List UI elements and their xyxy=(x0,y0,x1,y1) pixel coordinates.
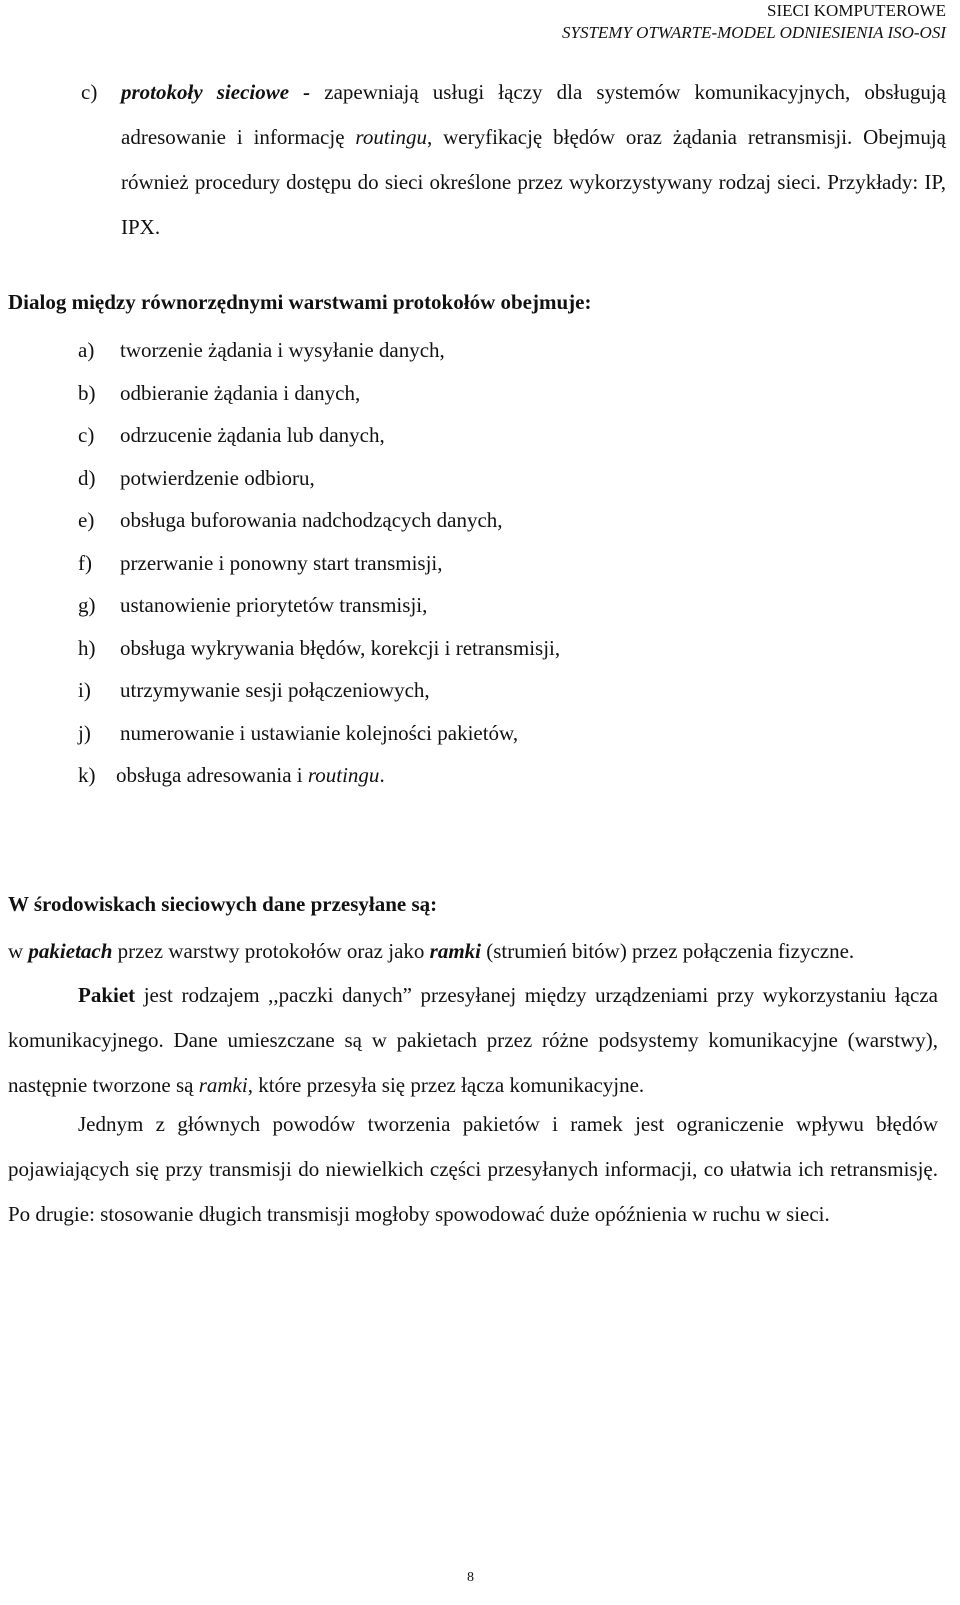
item-c-text xyxy=(121,70,946,250)
list-item: g) ustanowienie priorytetów transmisji, xyxy=(78,593,428,617)
list-item: d) potwierdzenie odbioru, xyxy=(78,465,315,490)
term-pakiet: Pakiet xyxy=(78,983,136,1007)
dialog-heading: Dialog między równorzędnymi warstwami protokołów obejmuje: xyxy=(8,290,592,314)
list-item: i) utrzymywanie sesji połączeniowych, xyxy=(78,678,430,702)
network-heading: W środowiskach sieciowych dane przesyłane są: xyxy=(8,892,438,916)
page-number: 8 xyxy=(467,1570,474,1585)
list-item: j) numerowanie i ustawianie kolejności pakietów, xyxy=(78,720,519,745)
list-item: c) odrzucenie żądania lub danych, xyxy=(78,423,385,447)
item-c-term: protokoły sieciowe - xyxy=(121,80,311,104)
header-subtitle: SYSTEMY OTWARTE-MODEL ODNIESIENIA ISO-OSI xyxy=(562,23,946,42)
item-c-text1: zapewniają usługi łączy dla systemów komunikacyjnych, obsługują adresowanie i informację xyxy=(121,80,946,149)
dialog-list xyxy=(78,329,560,797)
term-ramki: ramki xyxy=(429,939,481,963)
item-c-text2: , weryfikację błędów oraz żądania retransmisji. Obejmują również procedury dostępu do sieci określone przez wykorzystywany rodzaj sieci. Przykłady: IP, IPX. xyxy=(121,125,946,239)
network-paragraph-1: w pakietach przez warstwy protokołów oraz jako ramki (strumień bitów) przez połączenia fizyczne. xyxy=(8,939,855,963)
item-c-term2: routingu xyxy=(355,125,427,149)
page-header xyxy=(562,0,946,44)
network-paragraph-2: Pakiet jest rodzajem ,,paczki danych” przesyłanej między urządzeniami przy wykorzystaniu łącza komunikacyjnego. Dane umieszczane są w pakietach przez różne podsystemy komunikacyjne (warstwy), następnie tworzone są ramki, które przesyła się przez łącza komunikacyjne. xyxy=(8,983,938,1097)
list-item: f) przerwanie i ponowny start transmisji, xyxy=(78,550,443,575)
list-item: a) tworzenie żądania i wysyłanie danych, xyxy=(78,338,445,362)
list-item: k) obsługa adresowania i routingu. xyxy=(78,763,385,787)
protocol-item-c xyxy=(81,70,946,250)
header-title: SIECI KOMPUTEROWE xyxy=(767,1,946,20)
term-ramki-italic: ramki xyxy=(198,1073,248,1097)
term-pakietach: pakietach xyxy=(28,939,113,963)
item-c-label: c) xyxy=(81,80,98,104)
list-item: h) obsługa wykrywania błędów, korekcji i retransmisji, xyxy=(78,635,561,660)
network-paragraph-3: Jednym z głównych powodów tworzenia pakietów i ramek jest ograniczenie wpływu błędów pojawiających się przy transmisji do niewielkich części przesyłanych informacji, co ułatwia ich retransmisję. Po drugie: stosowanie długich transmisji mogłoby spowodować duże opóźnienia w ruchu w sieci. xyxy=(8,1112,938,1226)
list-item: b) odbieranie żądania i danych, xyxy=(78,380,361,405)
list-item: e) obsługa buforowania nadchodzących danych, xyxy=(78,508,503,532)
